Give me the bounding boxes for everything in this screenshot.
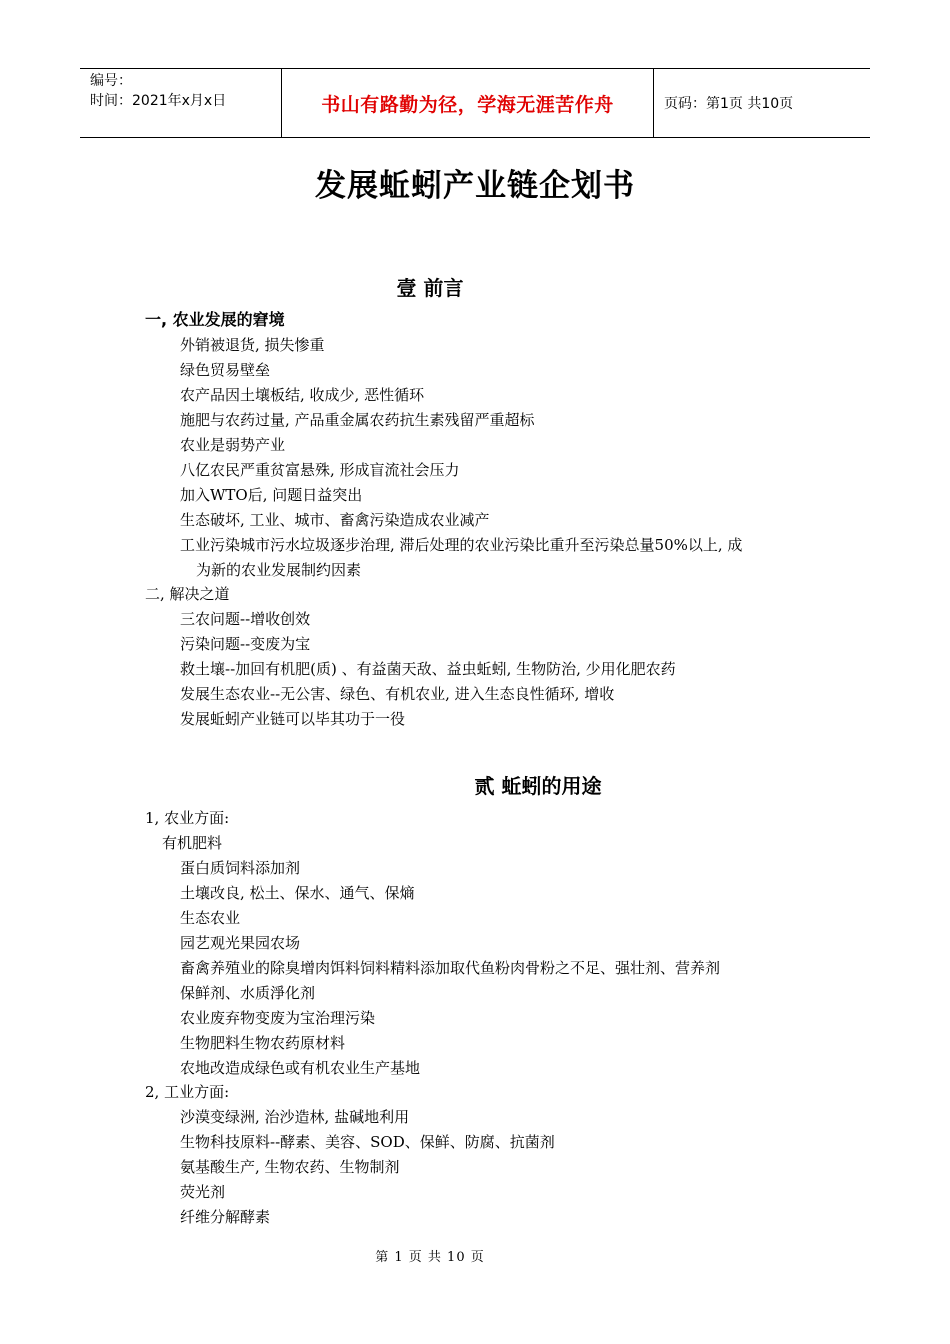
list-item: 纤维分解酵素 [180,1208,271,1226]
list-item: 荧光剂 [180,1183,226,1201]
list-item: 救土壤--加回有机肥(质) 、有益菌天敌、益虫蚯蚓, 生物防治, 少用化肥农药 [180,660,676,678]
list-item: 加入WTO后, 问题日益突出 [180,486,363,504]
list-item: 发展蚯蚓产业链可以毕其功于一役 [180,710,406,728]
section-title-uses: 贰 蚯蚓的用途 [474,774,602,798]
list-item: 畜禽养殖业的除臭增肉饵料饲料精料添加取代鱼粉肉骨粉之不足、强壮剂、营养剂 [180,959,721,977]
list-item: 八亿农民严重贫富悬殊, 形成盲流社会压力 [180,461,460,479]
list-item: 保鲜剂、水质淨化剂 [180,984,316,1002]
list-item: 农地改造成绿色或有机农业生产基地 [180,1059,421,1077]
number-label: 编号： [90,73,132,89]
list-item: 污染问题--变废为宝 [180,635,311,653]
list-item-continuation: 为新的农业发展制约因素 [196,561,362,579]
subsection-heading: 2, 工业方面: [145,1083,230,1101]
list-item: 施肥与农药过量, 产品重金属农药抗生素残留严重超标 [180,411,535,429]
list-item: 工业污染城市污水垃圾逐步治理, 滞后处理的农业污染比重升至污染总量50%以上, 成 [180,536,743,554]
list-item: 有机肥料 [162,834,223,852]
list-item: 生态破坏, 工业、城市、畜禽污染造成农业减产 [180,511,490,529]
list-item: 蛋白质饲料添加剂 [180,859,301,877]
motto-text: 书山有路勤为径，学海无涯苦作舟 [321,93,614,116]
list-item: 外销被退货, 损失惨重 [180,336,325,354]
list-item: 生物肥料生物农药原材料 [180,1034,346,1052]
subsection-heading: 1, 农业方面: [145,809,230,827]
section-title-preface: 壹 前言 [396,276,464,300]
list-item: 农产品因土壤板结, 收成少, 恶性循环 [180,386,425,404]
subsection-heading: 一, 农业发展的窘境 [145,310,285,329]
document-title: 发展蚯蚓产业链企划书 [315,168,635,204]
list-item: 农业是弱势产业 [180,436,286,454]
list-item: 农业废弃物变废为宝治理污染 [180,1009,376,1027]
list-item: 园艺观光果园农场 [180,934,301,952]
date-label: 时间：2021年x月x日 [90,93,227,109]
list-item: 生物科技原料--酵素、美容、SOD、保鲜、防腐、抗菌剂 [180,1133,555,1151]
page-footer: 第 1 页 共 10 页 [375,1250,485,1265]
header-page-cell [654,69,870,137]
header-table [80,68,870,138]
list-item: 生态农业 [180,909,241,927]
list-item: 土壤改良, 松土、保水、通气、保熵 [180,884,415,902]
list-item: 三农问题--增收创效 [180,610,311,628]
list-item: 发展生态农业--无公害、绿色、有机农业, 进入生态良性循环, 增收 [180,685,615,703]
list-item: 沙漠变绿洲, 治沙造林, 盐碱地利用 [180,1108,410,1126]
header-left-cell [80,69,281,137]
list-item: 氨基酸生产, 生物农药、生物制剂 [180,1158,400,1176]
header-motto-cell [281,69,654,137]
page-label: 页码：第1页 共10页 [664,96,794,112]
list-item: 绿色贸易壁垒 [180,361,271,379]
subsection-heading: 二, 解决之道 [145,585,230,603]
